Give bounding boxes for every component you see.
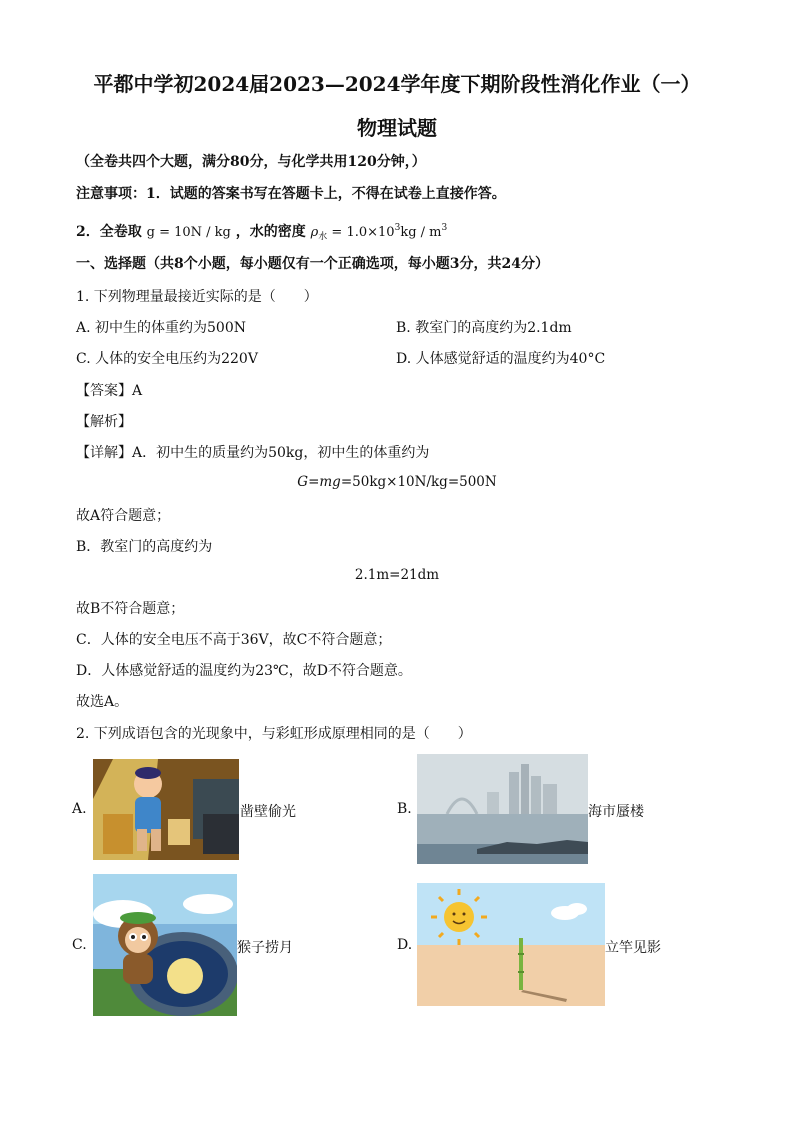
q2-option-a-label: 凿壁偷光: [240, 804, 296, 820]
note-2-gravity: g = 10N / kg: [146, 225, 231, 240]
q1-detail-1: 【详解】A．初中生的质量约为50kg，初中生的体重约为: [76, 445, 430, 461]
note-2-prefix: 2．全卷取: [76, 224, 142, 240]
q2-option-c-letter: C.: [72, 937, 87, 953]
page-title: 平都中学初2024届2023—2024学年度下期阶段性消化作业（一）: [93, 72, 701, 96]
q1-option-b: B. 教室门的高度约为2.1dm: [396, 320, 572, 336]
q1-formula-2: 2.1m=21dm: [354, 567, 440, 583]
q1-stem: 1. 下列物理量最接近实际的是（ ）: [76, 289, 318, 305]
q2-option-b-image: [417, 754, 588, 864]
page-subtitle: 物理试题: [357, 116, 437, 140]
q2-option-a-image: [93, 759, 239, 860]
q1-option-a: A. 初中生的体重约为500N: [76, 320, 246, 336]
q1-line-a: 故A符合题意；: [76, 508, 171, 524]
section-heading: 一、选择题（共8个小题，每小题仅有一个正确选项，每小题3分，共24分）: [76, 256, 549, 272]
rho-subscript: 水: [318, 232, 328, 242]
q1-line-b2: 故B不符合题意；: [76, 601, 185, 617]
rho-unit-exponent: 3: [441, 223, 448, 233]
formula-rest: =50kg×10N/kg=500N: [340, 474, 497, 490]
formula-mg: mg: [319, 474, 341, 490]
q1-option-d: D. 人体感觉舒适的温度约为40°C: [396, 351, 606, 367]
exam-scope: （全卷共四个大题，满分80分，与化学共用120分钟，）: [76, 154, 426, 170]
rho-exponent: 3: [394, 223, 401, 233]
note-2: [76, 221, 447, 242]
q1-line-b: B．教室门的高度约为: [76, 539, 213, 555]
q2-stem: 2. 下列成语包含的光现象中，与彩虹形成原理相同的是（ ）: [76, 726, 472, 742]
q2-option-d-image: [417, 883, 605, 1006]
rho-symbol: ρ: [310, 225, 319, 240]
q2-option-b-label: 海市蜃楼: [588, 804, 644, 820]
q1-line-c: C．人体的安全电压不高于36V，故C不符合题意；: [76, 632, 392, 648]
q1-line-d: D．人体感觉舒适的温度约为23℃，故D不符合题意。: [76, 663, 412, 679]
q2-option-a-letter: A.: [72, 801, 87, 817]
q2-option-c-image: [93, 874, 237, 1016]
q1-choice: 故选A。: [76, 694, 129, 710]
note-1: 注意事项：1．试题的答案书写在答题卡上，不得在试卷上直接作答。: [76, 186, 506, 202]
formula-G: G: [297, 474, 309, 490]
note-2-density: [311, 225, 448, 240]
note-2-mid: ，水的密度: [235, 224, 306, 240]
q1-formula-1: [0, 474, 794, 490]
q1-option-c: C. 人体的安全电压约为220V: [76, 351, 258, 367]
q2-option-d-letter: D.: [397, 937, 413, 953]
q2-option-c-label: 猴子捞月: [237, 940, 293, 956]
q2-option-b-letter: B.: [397, 801, 412, 817]
q2-option-d-label: 立竿见影: [605, 940, 661, 956]
rho-unit: kg / m: [400, 225, 442, 240]
q1-answer: 【答案】A: [76, 383, 143, 399]
formula-eq: =: [308, 474, 320, 490]
rho-value: = 1.0×10: [327, 225, 395, 240]
q1-analysis: 【解析】: [76, 414, 132, 430]
